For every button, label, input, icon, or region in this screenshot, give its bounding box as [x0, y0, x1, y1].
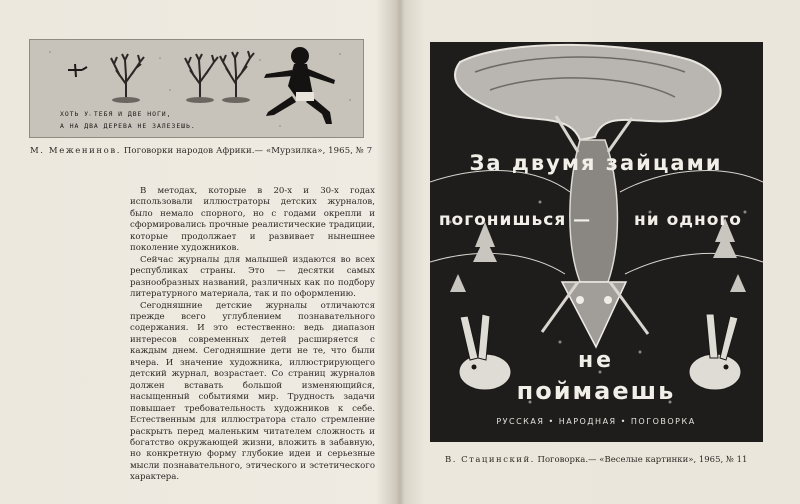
- illus-line-1: За двумя зайцами: [469, 151, 723, 175]
- right-caption-author: В. Стацинский.: [445, 455, 535, 465]
- illustration-artwork: [430, 42, 763, 442]
- illus-line-3: не: [577, 348, 615, 373]
- body-text: [130, 186, 375, 484]
- illus-footer: РУССКАЯ • НАРОДНАЯ • ПОГОВОРКА: [496, 417, 696, 426]
- illus-line-2a: погонишься —: [438, 210, 592, 230]
- right-caption-title: Поговорка.— «Веселые картинки», 1965, № 11: [537, 455, 748, 465]
- african-proverb-illustration: [29, 39, 364, 138]
- inscription-line-1: ХОТЬ У ТЕБЯ И ДВЕ НОГИ,: [60, 110, 172, 118]
- paragraph-2: Сейчас журналы для малышей издаются во всех республиках страны. Это — десятки самых разнообразных названий, различных как по подбору литературного материала, так и по оформлению.: [130, 254, 375, 300]
- illustration-inscription: [60, 108, 260, 132]
- illus-line-4: поймаешь: [516, 377, 676, 405]
- left-caption: [30, 146, 375, 156]
- illus-line-2b: ни одного: [634, 210, 742, 230]
- paragraph-1: В методах, которые в 20-х и 30-х годах использовали иллюстраторы детских журналов, было немало спорного, но с годами окрепли и сформировались прочные реалистические традиции, которые продолжает и развивает нынешнее поколение художников.: [130, 186, 375, 254]
- left-caption-author: М. Меженинов.: [30, 146, 122, 156]
- right-caption: [445, 455, 785, 465]
- inscription-line-2: А НА ДВА ДЕРЕВА НЕ ЗАЛЕЗЕШЬ.: [60, 122, 196, 130]
- paragraph-3: Сегодняшние детские журналы отличаются прежде всего углублением познавательного содержания. И это естественно: ведь диапазон интересов современных детей расширяется с каждым днем. Сегодняшние дети не те, что были вчера. И значение художника, иллюстрирующего детский журнал, возрастает. Со страниц журналов должен вставать большой изменяющийся, насыщенный событиями мир. Трудность задачи повышает требовательность художников к себе. Естественным для иллюстратора стало стремление раскрыть перед маленьким читателем сложность и богатство окружающей жизни, вложить в забавную, но конкретную форму глубокие идеи и серьезные мысли познавательного, этического и эстетического характера.: [130, 300, 375, 483]
- fox-and-hares-illustration: [430, 42, 763, 442]
- left-caption-title: Поговорки народов Африки.— «Мурзилка», 1965, № 7: [123, 146, 373, 156]
